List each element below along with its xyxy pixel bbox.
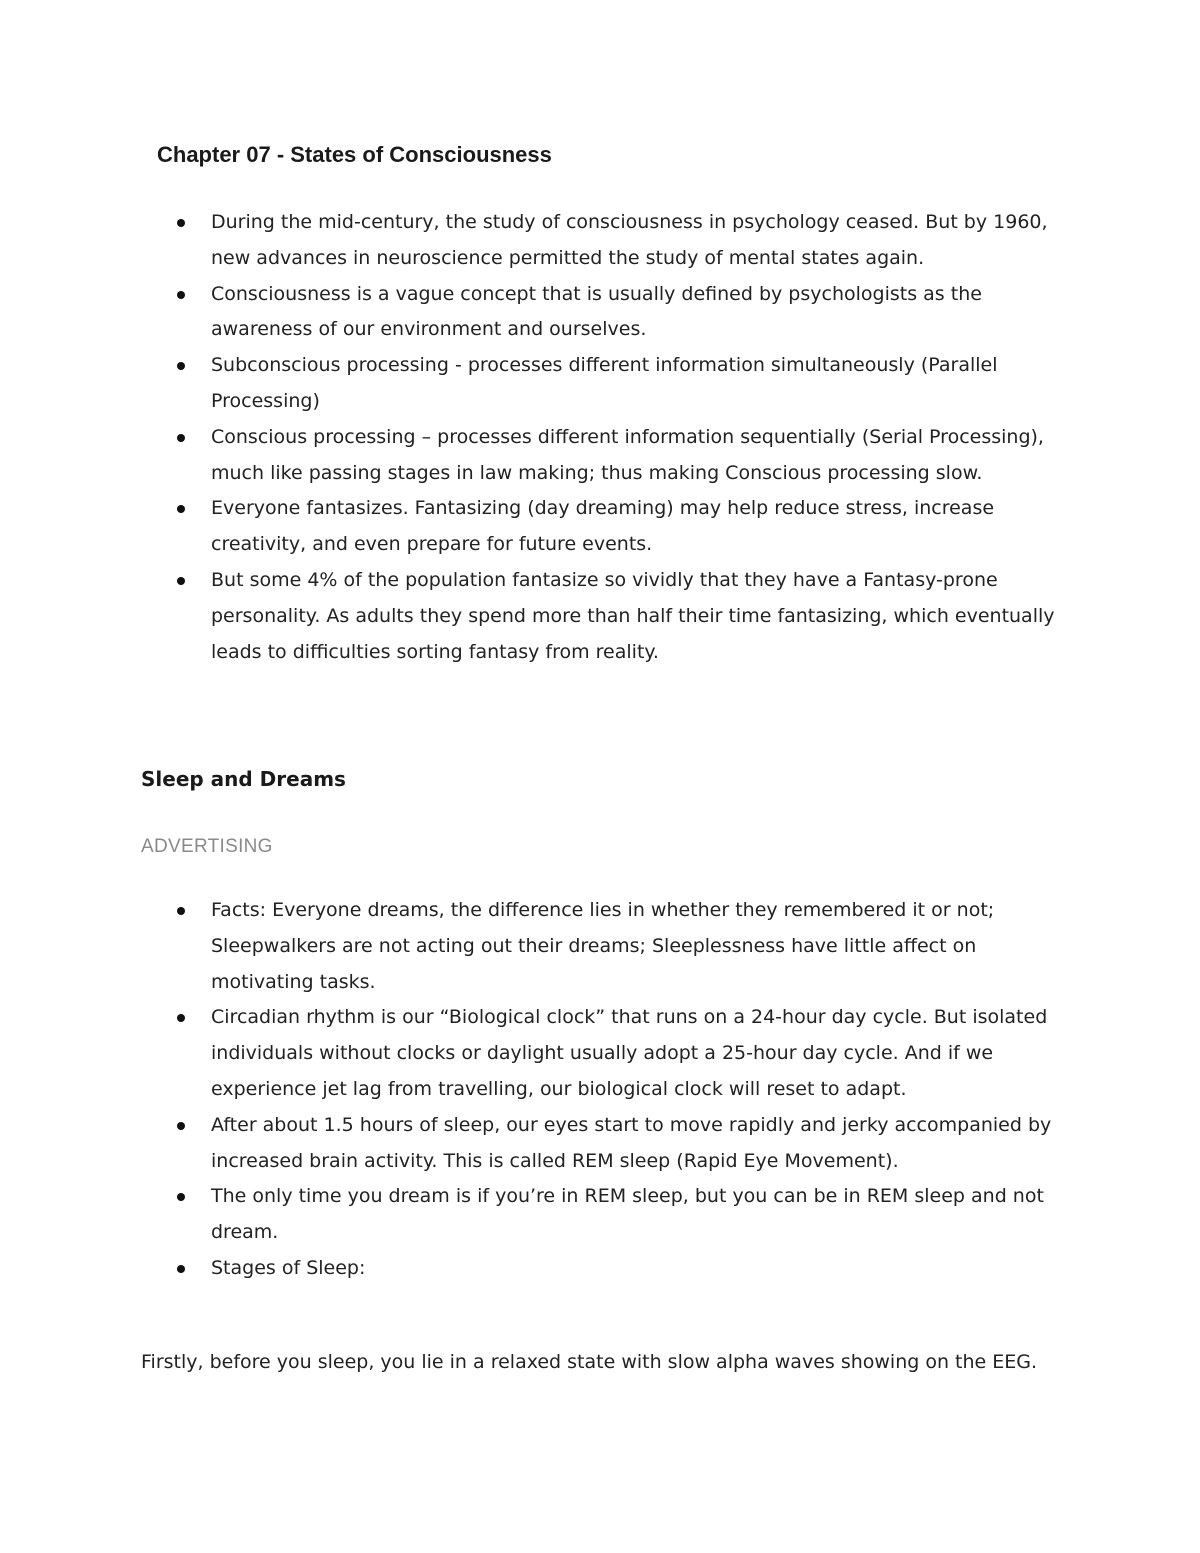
list-item-text: Everyone fantasizes. Fantasizing (day dreaming) may help reduce stress, increase creativity, and even prepare for future events.: [211, 497, 995, 556]
list-item: [0, 205, 1071, 277]
list-item-text: During the mid-century, the study of consciousness in psychology ceased. But by 1960, new advances in neuroscience permitted the study of mental states again.: [211, 211, 1048, 269]
bullet-icon: [177, 1193, 185, 1201]
list-item-text: Conscious processing – processes different information sequentially (Serial Processing), much like passing stages in law making; thus making Conscious processing slow.: [211, 425, 1044, 484]
list-item-text: But some 4% of the population fantasize so vividly that they have a Fantasy-prone personality. As adults they spend more than half their time fantasizing, which eventually leads to difficulties sorting fantasy from reality.: [211, 568, 1055, 663]
bullet-icon: [177, 291, 185, 299]
sleep-bullet-list: [0, 893, 1200, 1287]
section-heading: Sleep and Dreams: [141, 767, 346, 791]
chapter-title: Chapter 07 - States of Consciousness: [157, 142, 552, 167]
bullet-icon: [177, 1014, 185, 1022]
list-item: [0, 893, 1071, 1000]
list-item-text: Facts: Everyone dreams, the difference lies in whether they remembered it or not; Sleepwalkers are not acting out their dreams; Sleeplessness have little affect on motivating tasks.: [211, 899, 995, 993]
bullet-icon: [177, 907, 185, 915]
bullet-icon: [177, 362, 185, 370]
list-item-text: Stages of Sleep:: [211, 1256, 366, 1279]
bullet-icon: [177, 1122, 185, 1130]
list-item-text: Circadian rhythm is our “Biological clock” that runs on a 24-hour day cycle. But isolated individuals without clocks or daylight usually adopt a 25-hour day cycle. And if we experience jet lag from travelling, our biological clock will reset to adapt.: [211, 1006, 1048, 1100]
list-item: [0, 1179, 1071, 1251]
bullet-icon: [177, 505, 185, 513]
list-item: [0, 277, 1071, 349]
list-item: [0, 1000, 1071, 1107]
list-item-text: The only time you dream is if you’re in REM sleep, but you can be in REM sleep and not dream.: [211, 1185, 1044, 1244]
bullet-icon: [177, 577, 185, 585]
bullet-icon: [177, 219, 185, 227]
list-item-text: Subconscious processing - processes different information simultaneously (Parallel Processing): [211, 354, 998, 412]
list-item: [0, 1251, 1071, 1287]
list-item: [0, 348, 1071, 420]
list-item-text: After about 1.5 hours of sleep, our eyes start to move rapidly and jerky accompanied by increased brain activity. This is called REM sleep (Rapid Eye Movement).: [211, 1113, 1052, 1172]
intro-bullet-list: [0, 205, 1200, 670]
list-item: [0, 1108, 1071, 1180]
bullet-icon: [177, 1265, 185, 1273]
bullet-icon: [177, 434, 185, 442]
advertising-label: ADVERTISING: [141, 836, 273, 857]
list-item: [0, 563, 1071, 670]
closing-paragraph: Firstly, before you sleep, you lie in a relaxed state with slow alpha waves showing on the EEG.: [141, 1351, 1038, 1373]
list-item: [0, 420, 1071, 492]
list-item: [0, 491, 1071, 563]
list-item-text: Consciousness is a vague concept that is usually defined by psychologists as the awareness of our environment and ourselves.: [211, 282, 982, 341]
